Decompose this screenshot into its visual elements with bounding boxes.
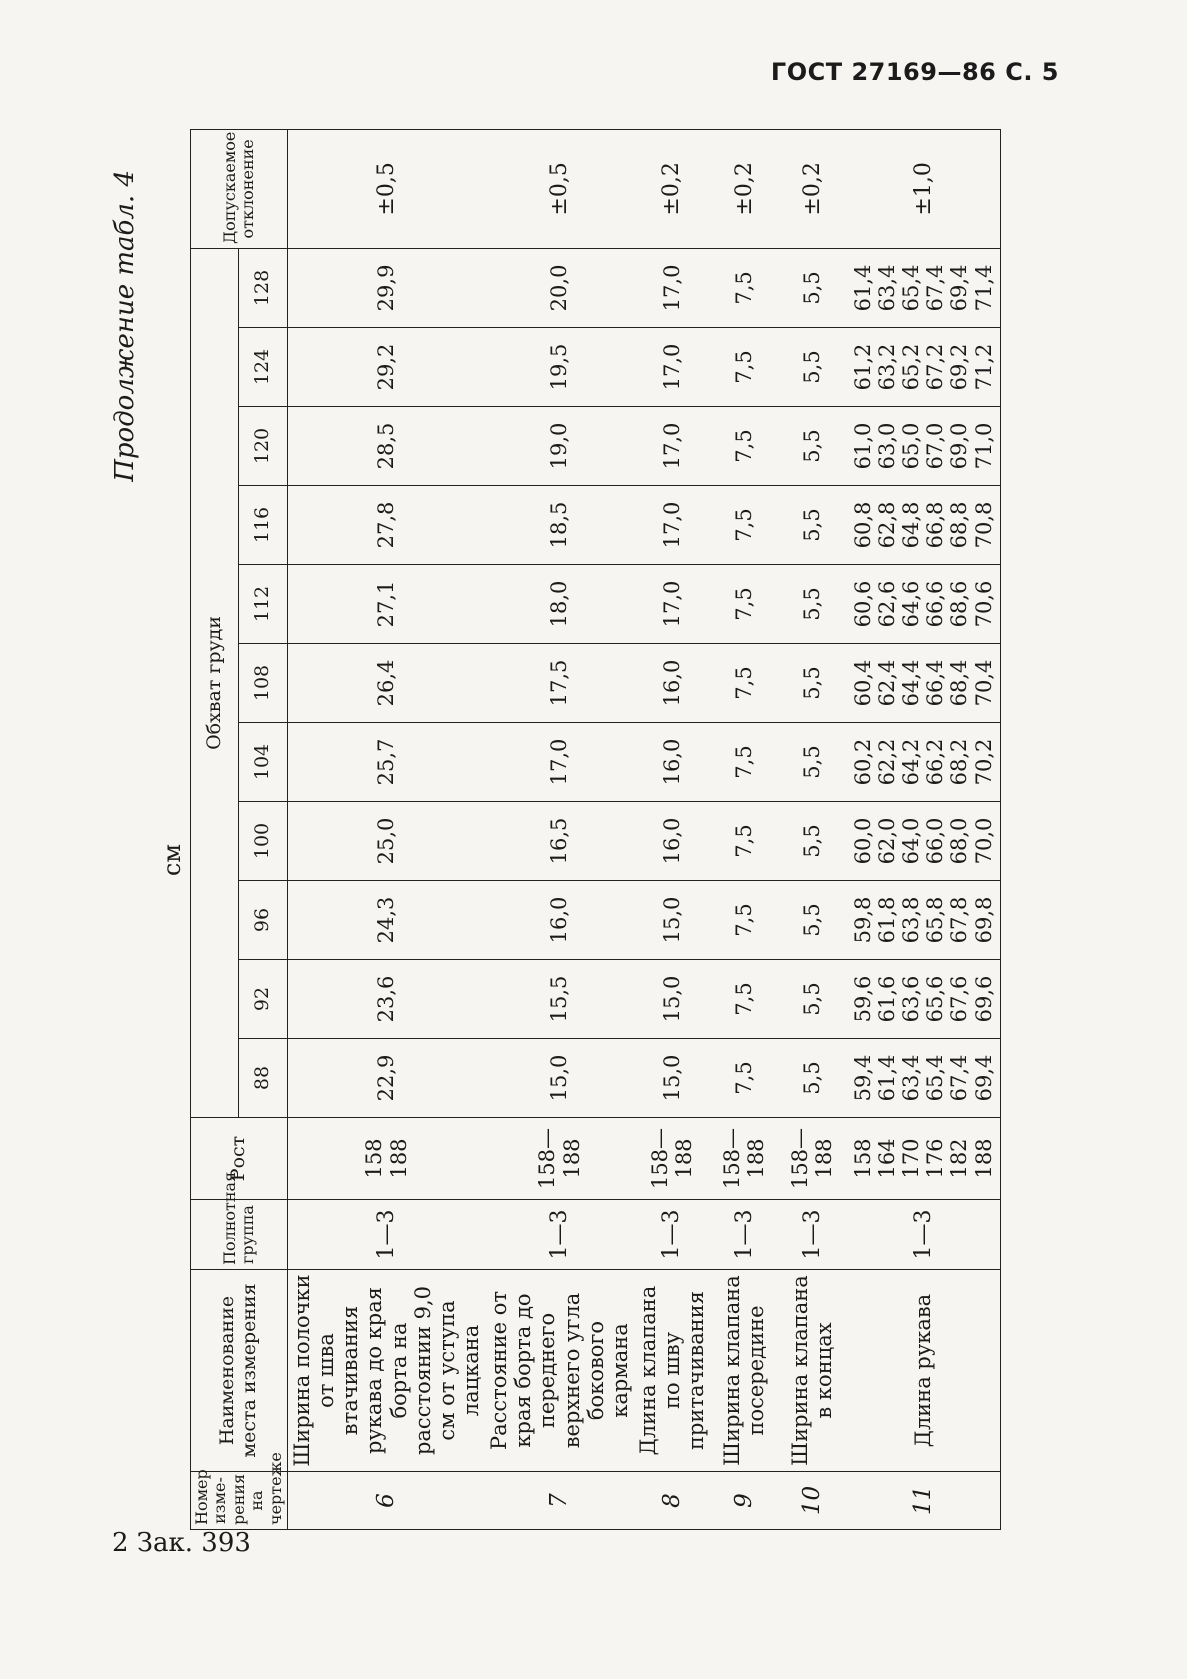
value-cell: 17,0 — [634, 248, 710, 327]
value-cell: 22,9 — [287, 1039, 485, 1118]
value-cell: 16,0 — [485, 881, 634, 960]
value-cell: 7,5 — [710, 1039, 778, 1118]
value-cell: 7,5 — [710, 486, 778, 565]
row-height: 158— 188 — [778, 1118, 846, 1200]
value-cell: 60,8 62,8 64,8 66,8 68,8 70,8 — [846, 486, 1001, 565]
page-header: ГОСТ 27169—86 С. 5 — [770, 58, 1059, 86]
header-tolerance: Допускаемое отклонение — [191, 129, 288, 248]
value-cell: 15,0 — [634, 1039, 710, 1118]
value-cell: 27,8 — [287, 486, 485, 565]
value-cell: 5,5 — [778, 248, 846, 327]
row-group: 1—3 — [778, 1200, 846, 1270]
value-cell: 7,5 — [710, 644, 778, 723]
value-cell: 17,0 — [634, 486, 710, 565]
value-cell: 7,5 — [710, 328, 778, 407]
value-cell: 7,5 — [710, 802, 778, 881]
header-height: Рост — [191, 1118, 288, 1200]
header-size-96: 96 — [239, 881, 287, 960]
row-number: 11 — [846, 1472, 1001, 1530]
row-height: 158— 188 — [710, 1118, 778, 1200]
row-tolerance: ±0,2 — [778, 129, 846, 248]
table-row — [485, 129, 634, 1529]
value-cell: 5,5 — [778, 960, 846, 1039]
header-size-116: 116 — [239, 486, 287, 565]
value-cell: 29,9 — [287, 248, 485, 327]
value-cell: 17,0 — [485, 723, 634, 802]
value-cell: 17,0 — [634, 565, 710, 644]
value-cell: 5,5 — [778, 1039, 846, 1118]
value-cell: 18,5 — [485, 486, 634, 565]
header-group: Полнотная группа — [191, 1200, 288, 1270]
row-number: 7 — [485, 1472, 634, 1530]
row-name: Ширина клапана в концах — [778, 1270, 846, 1472]
value-cell: 60,2 62,2 64,2 66,2 68,2 70,2 — [846, 723, 1001, 802]
value-cell: 28,5 — [287, 407, 485, 486]
value-cell: 15,0 — [485, 1039, 634, 1118]
row-name: Ширина полочки от шва втачивания рукава до края борта на расстоянии 9,0 см от уступа лацкана — [287, 1270, 485, 1472]
value-cell: 16,0 — [634, 723, 710, 802]
value-cell: 61,2 63,2 65,2 67,2 69,2 71,2 — [846, 328, 1001, 407]
row-height: 158 164 170 176 182 188 — [846, 1118, 1001, 1200]
row-group: 1—3 — [846, 1200, 1001, 1270]
table-row — [710, 129, 778, 1529]
value-cell: 5,5 — [778, 723, 846, 802]
row-height: 158— 188 — [485, 1118, 634, 1200]
header-size-108: 108 — [239, 644, 287, 723]
row-name: Ширина клапана посередине — [710, 1270, 778, 1472]
value-cell: 20,0 — [485, 248, 634, 327]
value-cell: 17,5 — [485, 644, 634, 723]
row-group: 1—3 — [485, 1200, 634, 1270]
value-cell: 7,5 — [710, 881, 778, 960]
value-cell: 59,4 61,4 63,4 65,4 67,4 69,4 — [846, 1039, 1001, 1118]
header-size-120: 120 — [239, 407, 287, 486]
header-size-92: 92 — [239, 960, 287, 1039]
value-cell: 15,0 — [634, 960, 710, 1039]
table-caption: Продолжение табл. 4 — [110, 170, 140, 482]
value-cell: 17,0 — [634, 407, 710, 486]
value-cell: 27,1 — [287, 565, 485, 644]
value-cell: 5,5 — [778, 486, 846, 565]
header-size-100: 100 — [239, 802, 287, 881]
row-number: 10 — [778, 1472, 846, 1530]
row-height: 158— 188 — [634, 1118, 710, 1200]
value-cell: 7,5 — [710, 407, 778, 486]
row-group: 1—3 — [710, 1200, 778, 1270]
value-cell: 16,0 — [634, 644, 710, 723]
row-tolerance: ±0,2 — [634, 129, 710, 248]
value-cell: 25,7 — [287, 723, 485, 802]
header-number: Номер изме-рения на чертеже — [191, 1472, 288, 1530]
row-height: 158 188 — [287, 1118, 485, 1200]
value-cell: 5,5 — [778, 881, 846, 960]
value-cell: 19,0 — [485, 407, 634, 486]
row-group: 1—3 — [634, 1200, 710, 1270]
row-tolerance: ±1,0 — [846, 129, 1001, 248]
rotated-table-block — [100, 130, 1075, 1590]
value-cell: 26,4 — [287, 644, 485, 723]
table-row — [634, 129, 710, 1529]
value-cell: 59,8 61,8 63,8 65,8 67,8 69,8 — [846, 881, 1001, 960]
value-cell: 5,5 — [778, 407, 846, 486]
value-cell: 16,5 — [485, 802, 634, 881]
value-cell: 24,3 — [287, 881, 485, 960]
value-cell: 7,5 — [710, 565, 778, 644]
value-cell: 5,5 — [778, 802, 846, 881]
value-cell: 60,0 62,0 64,0 66,0 68,0 70,0 — [846, 802, 1001, 881]
row-name: Длина клапана по шву притачивания — [634, 1270, 710, 1472]
header-size-128: 128 — [239, 248, 287, 327]
header-size-112: 112 — [239, 565, 287, 644]
row-number: 9 — [710, 1472, 778, 1530]
header-size-104: 104 — [239, 723, 287, 802]
measurements-table — [190, 129, 1001, 1530]
value-cell: 19,5 — [485, 328, 634, 407]
value-cell: 5,5 — [778, 565, 846, 644]
unit-label: см — [158, 843, 186, 877]
header-size-88: 88 — [239, 1039, 287, 1118]
value-cell: 59,6 61,6 63,6 65,6 67,6 69,6 — [846, 960, 1001, 1039]
value-cell: 15,5 — [485, 960, 634, 1039]
page-footer: 2 Зак. 393 — [112, 1528, 251, 1558]
value-cell: 60,4 62,4 64,4 66,4 68,4 70,4 — [846, 644, 1001, 723]
value-cell: 7,5 — [710, 960, 778, 1039]
value-cell: 29,2 — [287, 328, 485, 407]
row-tolerance: ±0,2 — [710, 129, 778, 248]
row-name: Длина рукава — [846, 1270, 1001, 1472]
value-cell: 61,4 63,4 65,4 67,4 69,4 71,4 — [846, 248, 1001, 327]
value-cell: 60,6 62,6 64,6 66,6 68,6 70,6 — [846, 565, 1001, 644]
value-cell: 17,0 — [634, 328, 710, 407]
row-group: 1—3 — [287, 1200, 485, 1270]
header-name: Наименование места измерения — [191, 1270, 288, 1472]
value-cell: 7,5 — [710, 723, 778, 802]
value-cell: 15,0 — [634, 881, 710, 960]
value-cell: 23,6 — [287, 960, 485, 1039]
table-row — [846, 129, 1001, 1529]
header-size-124: 124 — [239, 328, 287, 407]
row-number: 8 — [634, 1472, 710, 1530]
value-cell: 18,0 — [485, 565, 634, 644]
table-row — [778, 129, 846, 1529]
row-name: Расстояние от края борта до переднего верхнего угла бокового кармана — [485, 1270, 634, 1472]
value-cell: 7,5 — [710, 248, 778, 327]
row-tolerance: ±0,5 — [485, 129, 634, 248]
table-row — [287, 129, 485, 1529]
value-cell: 61,0 63,0 65,0 67,0 69,0 71,0 — [846, 407, 1001, 486]
value-cell: 5,5 — [778, 328, 846, 407]
row-number: 6 — [287, 1472, 485, 1530]
value-cell: 5,5 — [778, 644, 846, 723]
value-cell: 16,0 — [634, 802, 710, 881]
table-body — [287, 129, 1000, 1529]
row-tolerance: ±0,5 — [287, 129, 485, 248]
value-cell: 25,0 — [287, 802, 485, 881]
header-girth: Обхват груди — [191, 248, 239, 1117]
